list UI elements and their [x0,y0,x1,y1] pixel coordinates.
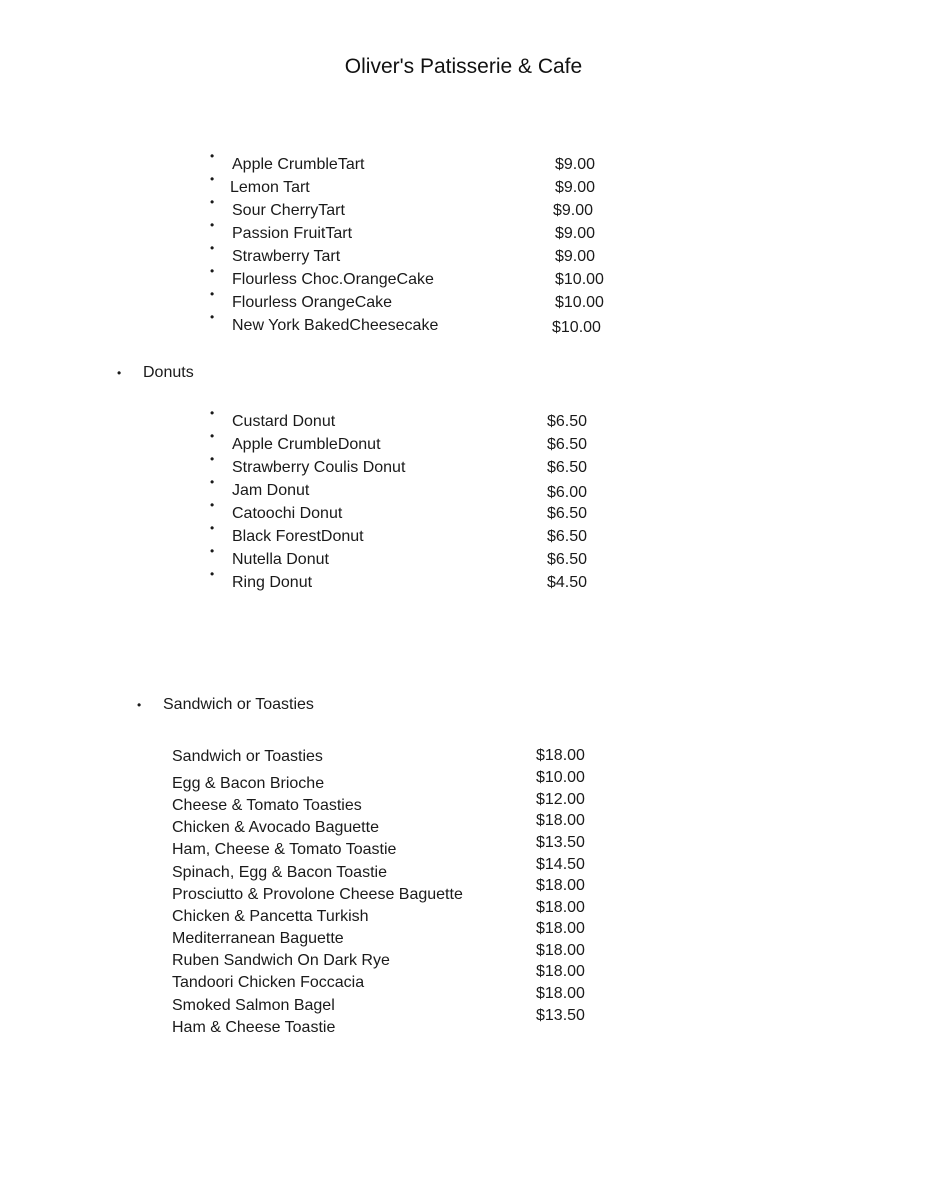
item-price: $9.00 [555,179,596,196]
item-price: $6.50 [547,551,588,568]
item-price: $6.50 [547,528,588,545]
item-price: $9.00 [555,156,596,173]
sandwich-item-price: $18.00 [536,812,585,829]
sandwich-item-name: Ham & Cheese Toastie [172,1019,336,1036]
sandwich-item-price: $10.00 [536,769,585,786]
bullet-icon: • [210,310,215,324]
bullet-icon: • [210,264,215,278]
item-name: Lemon Tart [230,179,310,196]
item-price: $10.00 [552,319,601,336]
sandwich-item-price: $13.50 [536,834,585,851]
bullet-icon: • [210,172,215,186]
sandwich-item-name: Chicken & Pancetta Turkish [172,908,369,925]
item-price: $9.00 [555,248,596,265]
sandwich-item-name: Cheese & Tomato Toasties [172,797,362,814]
item-price: $4.50 [547,574,588,591]
bullet-icon: • [210,521,215,535]
item-price: $10.00 [555,294,604,311]
item-price: $9.00 [553,202,594,219]
sandwich-item-name: Tandoori Chicken Foccacia [172,974,365,991]
item-name: Flourless Choc.OrangeCake [232,271,434,288]
sandwich-item-name: Prosciutto & Provolone Cheese Baguette [172,886,463,903]
item-price: $10.00 [555,271,604,288]
sandwich-item-price: $18.00 [536,899,585,916]
bullet-icon: • [210,195,215,209]
sandwich-item-price: $18.00 [536,920,585,937]
item-name: Apple CrumbleTart [232,156,365,173]
item-price: $6.50 [547,413,588,430]
sandwich-item-name: Spinach, Egg & Bacon Toastie [172,864,387,881]
sandwich-item-name: Egg & Bacon Brioche [172,775,325,792]
item-name: Black ForestDonut [232,528,364,545]
bullet-icon: • [210,567,215,581]
sandwich-item-price: $18.00 [536,877,585,894]
sandwich-item-name: Ruben Sandwich On Dark Rye [172,952,390,969]
sandwich-item-price: $18.00 [536,942,585,959]
item-name: Strawberry Coulis Donut [232,459,406,476]
bullet-icon: • [210,475,215,489]
item-price: $6.50 [547,459,588,476]
bullet-icon: • [210,429,215,443]
item-name: Ring Donut [232,574,313,591]
item-name: Apple CrumbleDonut [232,436,381,453]
bullet-icon: • [210,218,215,232]
item-price: $6.50 [547,505,588,522]
sandwich-item-name: Smoked Salmon Bagel [172,997,335,1014]
sandwich-item-price: $12.00 [536,791,585,808]
item-name: Catoochi Donut [232,505,343,522]
bullet-icon: • [210,241,215,255]
bullet-icon: • [137,698,142,712]
sandwich-item-price: $18.00 [536,985,585,1002]
bullet-icon: • [210,452,215,466]
sandwich-item-name: Mediterranean Baguette [172,930,344,947]
item-price: $6.00 [547,484,588,501]
bullet-icon: • [117,366,122,380]
item-name: Passion FruitTart [232,225,353,242]
sandwich-item-price: $13.50 [536,1007,585,1024]
sandwich-item-name: Chicken & Avocado Baguette [172,819,379,836]
section-heading-label: Sandwich or Toasties [163,696,314,713]
item-name: Flourless OrangeCake [232,294,393,311]
bullet-icon: • [210,287,215,301]
item-name: Nutella Donut [232,551,329,568]
item-price: $9.00 [555,225,596,242]
page-title: Oliver's Patisserie & Cafe [344,55,583,78]
item-name: Custard Donut [232,413,336,430]
sandwich-item-price: $18.00 [536,963,585,980]
item-name: New York BakedCheesecake [232,317,439,334]
item-name: Jam Donut [232,482,310,499]
sandwich-item-price: $14.50 [536,856,585,873]
bullet-icon: • [210,149,215,163]
item-name: Strawberry Tart [232,248,341,265]
bullet-icon: • [210,498,215,512]
bullet-icon: • [210,544,215,558]
section-heading-label: Donuts [143,364,194,381]
sandwich-item-price: $18.00 [536,747,585,764]
bullet-icon: • [210,406,215,420]
sandwich-item-name: Sandwich or Toasties [172,748,323,765]
item-price: $6.50 [547,436,588,453]
sandwich-item-name: Ham, Cheese & Tomato Toastie [172,841,397,858]
item-name: Sour CherryTart [232,202,345,219]
